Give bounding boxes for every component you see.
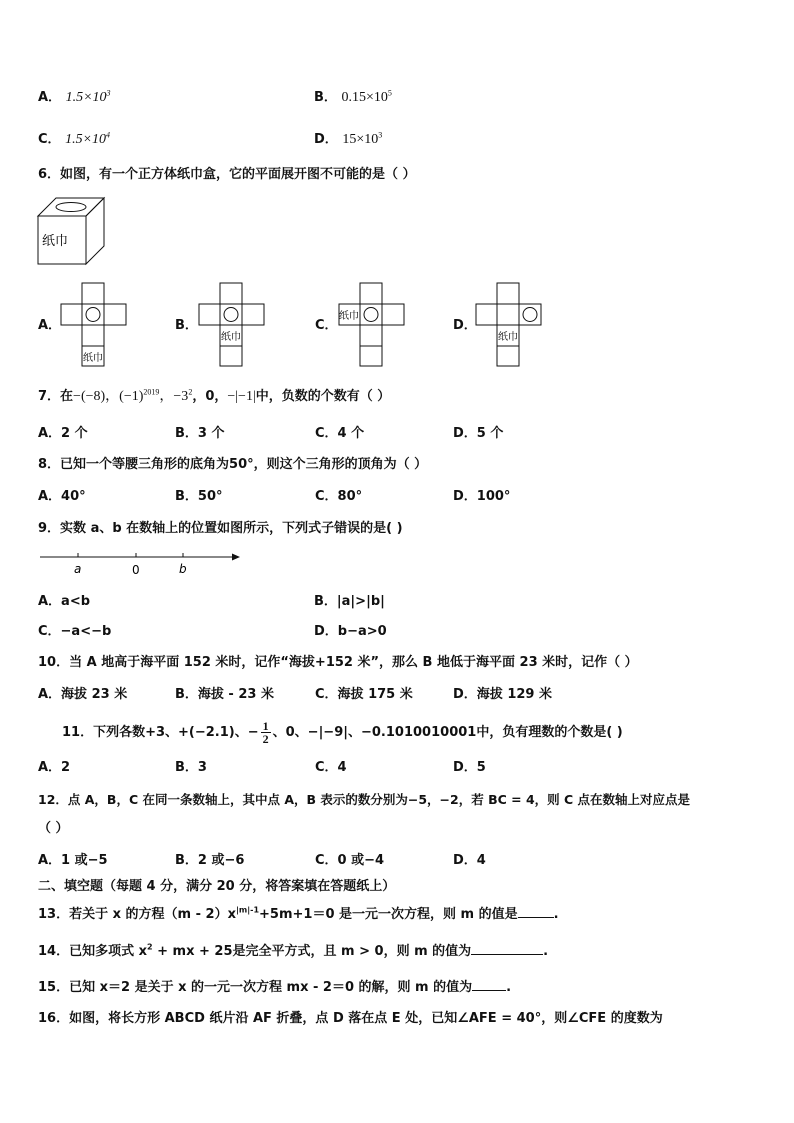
q11-option-c: C．4 — [315, 760, 347, 775]
q5-option-b — [314, 88, 392, 108]
q8-option-a: A．40° — [38, 489, 86, 504]
q5-c-base: 1.5×10 — [65, 132, 107, 147]
q5-option-d-value — [342, 132, 382, 147]
q7-option-c: C．4 个 — [315, 426, 365, 441]
q9-option-c: C．−a<−b — [38, 624, 112, 639]
q13-exponent: |m|-1 — [235, 905, 260, 915]
q6-option-a-label: A． — [38, 318, 62, 333]
q9-axis-label-0: 0 — [132, 563, 140, 577]
q13-stem-part-1: 13．若关于 x 的方程（m - 2）x — [38, 907, 236, 922]
q14-stem-part-1: 14．已知多项式 x — [38, 944, 148, 959]
q10-option-a: A．海拔 23 米 — [38, 687, 128, 702]
q7-term-3 — [159, 389, 192, 404]
q5-a-exp: 3 — [106, 88, 111, 98]
q5-b-base: 0.15×10 — [341, 90, 388, 105]
q15-stem — [38, 976, 511, 998]
q11-stem — [62, 720, 623, 745]
q6-net-b-face-label: 纸巾 — [221, 332, 241, 343]
q6-net-a — [60, 282, 132, 368]
q5-option-a — [38, 88, 111, 108]
q6-stem: 6．如图，有一个正方体纸巾盒，它的平面展开图不可能的是（ ） — [38, 167, 416, 182]
q9-option-a: A．a<b — [38, 594, 91, 609]
section-2-heading: 二、填空题（每题 4 分，满分 20 分，将答案填在答题纸上） — [38, 879, 396, 894]
q5-option-a-label: A． — [38, 90, 62, 105]
q6-net-c-face-label: 纸巾 — [339, 311, 359, 322]
q12-stem-line-2: （ ） — [38, 821, 69, 836]
q5-option-d-label: D． — [314, 132, 338, 147]
q9-stem: 9．实数 a、b 在数轴上的位置如图所示，下列式子错误的是( ) — [38, 521, 403, 536]
q10-option-b: B．海拔 - 23 米 — [175, 687, 274, 702]
q14-stem-part-2: + mx + 25是完全平方式，且 m > 0，则 m 的值为 — [152, 944, 472, 959]
q5-b-exp: 5 — [387, 88, 392, 98]
q5-d-base: 15×10 — [342, 132, 379, 147]
q5-option-c — [38, 130, 110, 150]
q7-term-2 — [105, 389, 159, 404]
q15-answer-blank[interactable] — [472, 976, 506, 991]
q10-option-d: D．海拔 129 米 — [453, 687, 552, 702]
q7-option-b: B．3 个 — [175, 426, 225, 441]
q7-option-a: A．2 个 — [38, 426, 88, 441]
q7-term-3-base: ，−3 — [159, 389, 189, 404]
q9-axis-label-b: b — [179, 562, 187, 576]
q6-net-d — [475, 282, 547, 368]
q7-term-2-exp: 2019 — [143, 387, 160, 397]
q8-option-c: C．80° — [315, 489, 363, 504]
q13-stem-end: . — [553, 907, 559, 922]
q8-option-b: B．50° — [175, 489, 223, 504]
q6-net-c — [338, 282, 410, 368]
q5-option-b-label: B． — [314, 90, 337, 105]
q5-d-exp: 3 — [378, 130, 383, 140]
q11-fraction-denominator: 2 — [262, 732, 269, 746]
q6-option-d-label: D． — [453, 318, 477, 333]
q11-option-b: B．3 — [175, 760, 207, 775]
q6-option-b-label: B． — [175, 318, 198, 333]
q5-c-exp: 4 — [106, 130, 111, 140]
q16-stem: 16．如图，将长方形 ABCD 纸片沿 AF 折叠，点 D 落在点 E 处，已知∠AFE = 40°，则∠CFE 的度数为 — [38, 1011, 663, 1026]
q13-answer-blank[interactable] — [518, 903, 554, 918]
q9-axis-label-a: a — [74, 562, 82, 576]
q9-number-line — [36, 548, 242, 578]
q7-term-2-base: ，(−1) — [105, 389, 144, 404]
q5-option-c-label: C． — [38, 132, 61, 147]
q7-stem-suffix: 中，负数的个数有（ ） — [255, 389, 391, 404]
q8-stem: 8．已知一个等腰三角形的底角为50°，则这个三角形的顶角为（ ） — [38, 457, 428, 472]
q12-stem-line-1: 12．点 A，B，C 在同一条数轴上，其中点 A，B 表示的数分别为−5，−2，若 BC = 4，则 C 点在数轴上对应点是 — [38, 792, 691, 807]
q7-term-3-exp: 2 — [188, 387, 193, 397]
q15-stem-end: . — [506, 980, 512, 995]
q7-stem — [38, 387, 390, 407]
q7-term-4: ，0， — [192, 389, 228, 404]
q9-option-b: B．|a|>|b| — [314, 594, 385, 609]
q7-term-5: −|−1| — [227, 389, 256, 404]
q11-stem-part-1: 11．下列各数+3、+(−2.1)、− — [62, 725, 259, 740]
q12-option-c: C．0 或−4 — [315, 853, 385, 868]
q6-option-c-label: C． — [315, 318, 338, 333]
q5-option-c-value — [65, 132, 110, 147]
q9-option-d: D．b−a>0 — [314, 624, 387, 639]
q11-option-a: A．2 — [38, 760, 71, 775]
q11-stem-part-2: 、0、−|−9|、−0.1010010001中，负有理数的个数是( ) — [272, 725, 623, 740]
q6-net-b — [198, 282, 270, 368]
q14-answer-blank[interactable] — [471, 940, 543, 955]
q6-net-a-face-label: 纸巾 — [83, 353, 103, 364]
tissue-box-label: 纸巾 — [42, 234, 69, 249]
q10-option-c: C．海拔 175 米 — [315, 687, 413, 702]
q15-stem-part-1: 15．已知 x＝2 是关于 x 的一元一次方程 mx - 2＝0 的解，则 m 的值为 — [38, 980, 473, 995]
q8-option-d: D．100° — [453, 489, 511, 504]
q5-option-d — [314, 130, 382, 150]
q10-stem: 10．当 A 地高于海平面 152 米时，记作“海拔+152 米”，那么 B 地低于海平面 23 米时，记作（ ） — [38, 655, 638, 670]
q12-option-d: D．4 — [453, 853, 486, 868]
q14-stem — [38, 940, 548, 962]
q12-option-b: B．2 或−6 — [175, 853, 245, 868]
q14-exponent: 2 — [147, 942, 153, 952]
q7-option-d: D．5 个 — [453, 426, 504, 441]
q13-stem-part-2: +5m+1＝0 是一元一次方程，则 m 的值是 — [259, 907, 518, 922]
q11-option-d: D．5 — [453, 760, 486, 775]
q11-fraction-numerator: 1 — [262, 719, 269, 733]
q13-stem — [38, 903, 559, 925]
q7-term-1: −(−8) — [73, 389, 106, 404]
q14-stem-end: . — [543, 944, 549, 959]
tissue-box-figure — [36, 196, 106, 268]
q5-option-a-value — [66, 90, 111, 105]
q11-fraction — [261, 720, 271, 745]
q12-option-a: A．1 或−5 — [38, 853, 108, 868]
q5-option-b-value — [341, 90, 391, 105]
q7-stem-prefix: 7．在 — [38, 389, 74, 404]
q5-a-base: 1.5×10 — [65, 90, 107, 105]
q6-net-d-face-label: 纸巾 — [498, 332, 518, 343]
